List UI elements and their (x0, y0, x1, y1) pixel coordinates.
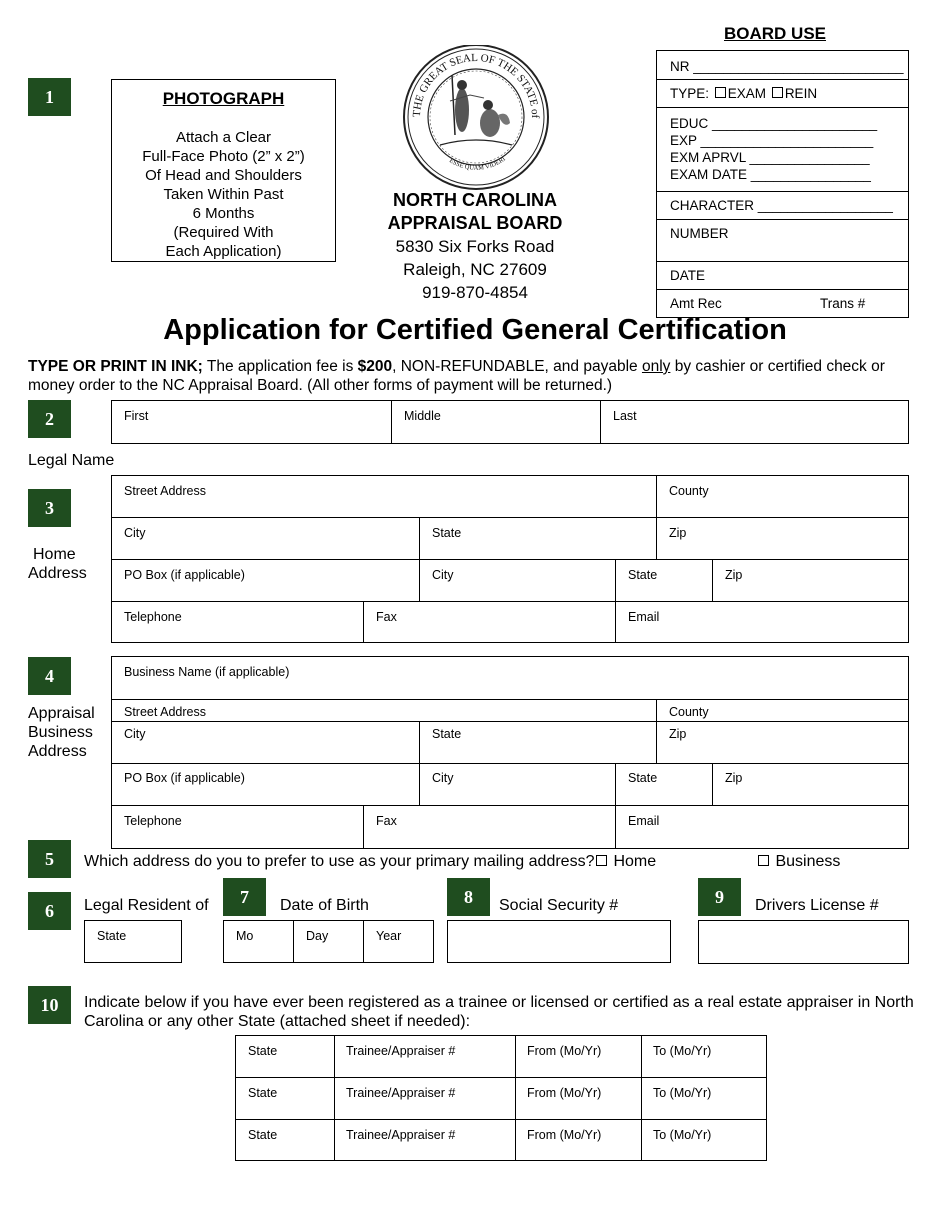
checkbox-icon[interactable] (772, 87, 783, 98)
history-row-2-state[interactable]: State (248, 1086, 278, 1100)
photo-line: Each Application) (165, 243, 282, 260)
dob-year-field[interactable]: Year (376, 929, 402, 943)
resident-state-field[interactable] (84, 920, 182, 963)
agency-phone: 919-870-4854 (422, 283, 528, 302)
board-type-exam: EXAM (727, 86, 767, 101)
photograph-title: PHOTOGRAPH (162, 89, 285, 108)
state-seal-logo (400, 45, 552, 190)
section-6-badge: 6 (28, 892, 71, 930)
mailing-business-option[interactable] (756, 853, 840, 871)
dob-month-field[interactable]: Mo (236, 929, 254, 943)
instructions-fee: $200 (357, 358, 393, 375)
board-use-box (656, 50, 909, 318)
section-1-badge: 1 (28, 78, 71, 116)
home-street-field[interactable]: Street Address (124, 484, 206, 498)
section-4-badge: 4 (28, 657, 71, 695)
svg-text:ESSE QUAM VIDERI: ESSE QUAM VIDERI (447, 155, 507, 172)
home-county-field[interactable]: County (669, 484, 709, 498)
business-name-field[interactable]: Business Name (if applicable) (124, 665, 290, 679)
home-email-field[interactable]: Email (628, 610, 660, 624)
dob-box (223, 920, 434, 963)
business-address-box (111, 656, 909, 849)
board-type-label: TYPE: (670, 86, 710, 101)
agency-info (340, 189, 610, 304)
photo-line: Attach a Clear (175, 129, 272, 146)
checkbox-icon[interactable] (715, 87, 726, 98)
dob-day-field[interactable]: Day (306, 929, 329, 943)
board-exm-aprvl: EXM APRVL ________________ (670, 150, 870, 165)
middle-name-field[interactable]: Middle (404, 409, 441, 423)
history-row-3-number[interactable]: Trainee/Appraiser # (346, 1128, 456, 1142)
business-city-field[interactable]: City (124, 727, 146, 741)
history-row-3-from[interactable]: From (Mo/Yr) (527, 1128, 602, 1142)
agency-city: Raleigh, NC 27609 (403, 260, 547, 279)
history-row-1-from[interactable]: From (Mo/Yr) (527, 1044, 602, 1058)
agency-address: 5830 Six Forks Road (395, 237, 555, 256)
business-street-field[interactable]: Street Address (124, 705, 206, 719)
mailing-question: Which address do you to prefer to use as your primary mailing address? (84, 853, 595, 870)
home-pobox-state-field[interactable]: State (628, 568, 658, 582)
home-address-label: Address (28, 565, 87, 582)
history-row-3-to[interactable]: To (Mo/Yr) (653, 1128, 712, 1142)
business-label-2: Business (28, 724, 93, 741)
board-trans: Trans # (820, 296, 866, 311)
agency-name-line1: NORTH CAROLINA (393, 190, 557, 210)
history-row-2-to[interactable]: To (Mo/Yr) (653, 1086, 712, 1100)
home-telephone-field[interactable]: Telephone (124, 610, 182, 624)
section-3-badge: 3 (28, 489, 71, 527)
history-row-1-to[interactable]: To (Mo/Yr) (653, 1044, 712, 1058)
section-7-badge: 7 (223, 878, 266, 916)
history-question: Indicate below if you have ever been registered as a trainee or licensed or certified as a real estate appraiser in North Carolina or any other State (attached sheet if needed): (84, 994, 914, 1030)
last-name-field[interactable]: Last (613, 409, 637, 423)
instructions-text: , NON-REFUNDABLE, and payable (392, 358, 642, 375)
dob-label: Date of Birth (280, 897, 369, 914)
legal-resident-label: Legal Resident of (84, 897, 209, 914)
history-row-3-state[interactable]: State (248, 1128, 278, 1142)
mailing-home-label: Home (613, 853, 657, 870)
agency-name-line2: APPRAISAL BOARD (387, 213, 563, 233)
instructions-text: The application fee is (202, 358, 358, 375)
history-row-1-state[interactable]: State (248, 1044, 278, 1058)
board-use-title: BOARD USE (723, 24, 826, 43)
photograph-box[interactable] (111, 79, 336, 262)
board-exam-date: EXAM DATE ________________ (670, 167, 871, 182)
mailing-home-option[interactable] (594, 853, 656, 871)
board-amt-rec: Amt Rec (670, 296, 722, 311)
business-county-field[interactable]: County (669, 705, 709, 719)
photo-line: 6 Months (192, 205, 255, 222)
section-9-badge: 9 (698, 878, 741, 916)
business-fax-field[interactable]: Fax (376, 814, 397, 828)
legal-name-label: Legal Name (28, 452, 115, 469)
home-pobox-city-field[interactable]: City (432, 568, 454, 582)
photo-line: Taken Within Past (163, 186, 284, 203)
history-row-1-number[interactable]: Trainee/Appraiser # (346, 1044, 456, 1058)
photo-line: Of Head and Shoulders (145, 167, 302, 184)
home-address-box (111, 475, 909, 643)
board-exp: EXP _______________________ (670, 133, 874, 148)
business-pobox-zip-field[interactable]: Zip (725, 771, 743, 785)
svg-text:THE GREAT SEAL OF THE STATE of: THE GREAT SEAL OF THE STATE of (410, 51, 542, 119)
mailing-business-label: Business (775, 853, 841, 870)
history-row-2-number[interactable]: Trainee/Appraiser # (346, 1086, 456, 1100)
page-title: Application for Certified General Certification (163, 314, 787, 346)
history-row-2-from[interactable]: From (Mo/Yr) (527, 1086, 602, 1100)
section-10-badge: 10 (28, 986, 71, 1024)
home-label: Home (33, 546, 76, 563)
section-2-badge: 2 (28, 400, 71, 438)
home-pobox-zip-field[interactable]: Zip (725, 568, 743, 582)
business-pobox-state-field[interactable]: State (628, 771, 658, 785)
board-educ: EDUC ______________________ (670, 116, 878, 131)
photo-line: Full-Face Photo (2” x 2”) (142, 148, 305, 165)
home-city-field[interactable]: City (124, 526, 146, 540)
drivers-license-label: Drivers License # (755, 897, 879, 914)
business-telephone-field[interactable]: Telephone (124, 814, 182, 828)
home-pobox-field[interactable]: PO Box (if applicable) (124, 568, 245, 582)
ssn-label: Social Security # (499, 897, 619, 914)
instructions-only: only (641, 358, 671, 375)
section-8-badge: 8 (447, 878, 490, 916)
business-label-1: Appraisal (28, 705, 95, 722)
board-type-rein: REIN (784, 86, 818, 101)
business-pobox-field[interactable]: PO Box (if applicable) (124, 771, 245, 785)
section-5-badge: 5 (28, 840, 71, 878)
board-number: NUMBER (670, 226, 729, 241)
checkbox-icon[interactable] (758, 855, 769, 866)
board-educ-block (670, 115, 877, 183)
business-label-3: Address (28, 743, 87, 760)
first-name-field[interactable]: First (124, 409, 149, 423)
board-nr: NR ____________________________ (670, 59, 904, 74)
legal-name-box (111, 400, 909, 444)
instructions-text: by cashier or certified check or money order to the NC Appraisal Board. (All other forms of payment will be returned.) (28, 358, 885, 394)
business-pobox-city-field[interactable]: City (432, 771, 454, 785)
home-state-field[interactable]: State (432, 526, 462, 540)
business-state-field[interactable]: State (432, 727, 462, 741)
instructions-bold: TYPE OR PRINT IN INK; (28, 358, 203, 375)
photograph-instructions (112, 128, 335, 261)
photo-line: (Required With (173, 224, 274, 241)
business-email-field[interactable]: Email (628, 814, 660, 828)
checkbox-icon[interactable] (596, 855, 607, 866)
ssn-field[interactable] (447, 920, 671, 963)
resident-state-label: State (97, 929, 127, 943)
board-date: DATE (670, 268, 706, 283)
instructions (28, 357, 923, 395)
business-zip-field[interactable]: Zip (669, 727, 687, 741)
home-fax-field[interactable]: Fax (376, 610, 397, 624)
home-zip-field[interactable]: Zip (669, 526, 687, 540)
board-character: CHARACTER __________________ (670, 198, 893, 213)
history-table (235, 1035, 767, 1161)
drivers-license-field[interactable] (698, 920, 909, 964)
board-type (670, 86, 817, 101)
